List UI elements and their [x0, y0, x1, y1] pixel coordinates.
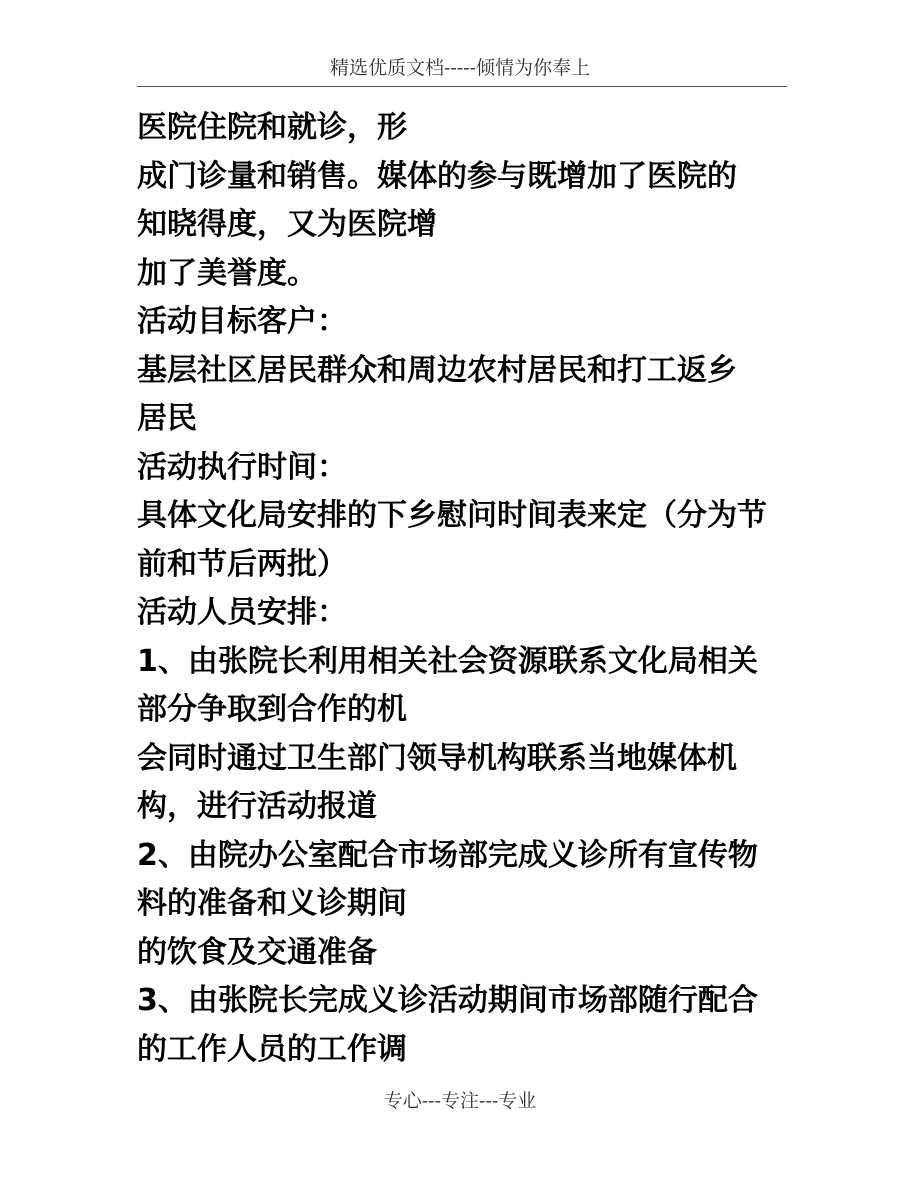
body-line: 的饮食及交通准备 [137, 934, 377, 970]
body-line: 居民 [137, 401, 197, 436]
header-divider [137, 86, 787, 87]
body-line: 的工作人员的工作调 [137, 1031, 407, 1067]
section-heading-execution-time: 活动执行时间： [137, 449, 347, 485]
body-line: 具体文化局安排的下乡慰问时间表来定（分为节 [137, 498, 767, 533]
section-heading-staff-arrangement: 活动人员安排： [137, 595, 347, 630]
body-line: 2、由院办公室配合市场部完成义诊所有宣传物 [137, 837, 758, 873]
body-line: 会同时通过卫生部门领导机构联系当地媒体机 [137, 740, 737, 776]
body-line: 料的准备和义诊期间 [137, 886, 407, 921]
body-line: 3、由张院长完成义诊活动期间市场部随行配合 [137, 983, 758, 1018]
body-line: 部分争取到合作的机 [137, 692, 407, 727]
body-line: 基层社区居民群众和周边农村居民和打工返乡 [137, 352, 737, 388]
body-line: 医院住院和就诊，形 [137, 110, 407, 145]
body-line: 前和节后两批） [137, 546, 347, 582]
body-line: 知晓得度，又为医院增 [137, 207, 437, 242]
document-body [137, 104, 787, 1074]
page-footer: 专心---专注---专业 [383, 1090, 537, 1112]
body-line: 构，进行活动报道 [137, 789, 377, 824]
body-line: 加了美誉度。 [137, 255, 317, 291]
body-line: 1、由张院长利用相关社会资源联系文化局相关 [137, 643, 758, 679]
section-heading-target-customers: 活动目标客户： [137, 304, 347, 339]
page-header: 精选优质文档-----倾情为你奉上 [329, 57, 591, 79]
body-line: 成门诊量和销售。媒体的参与既增加了医院的 [137, 158, 737, 194]
